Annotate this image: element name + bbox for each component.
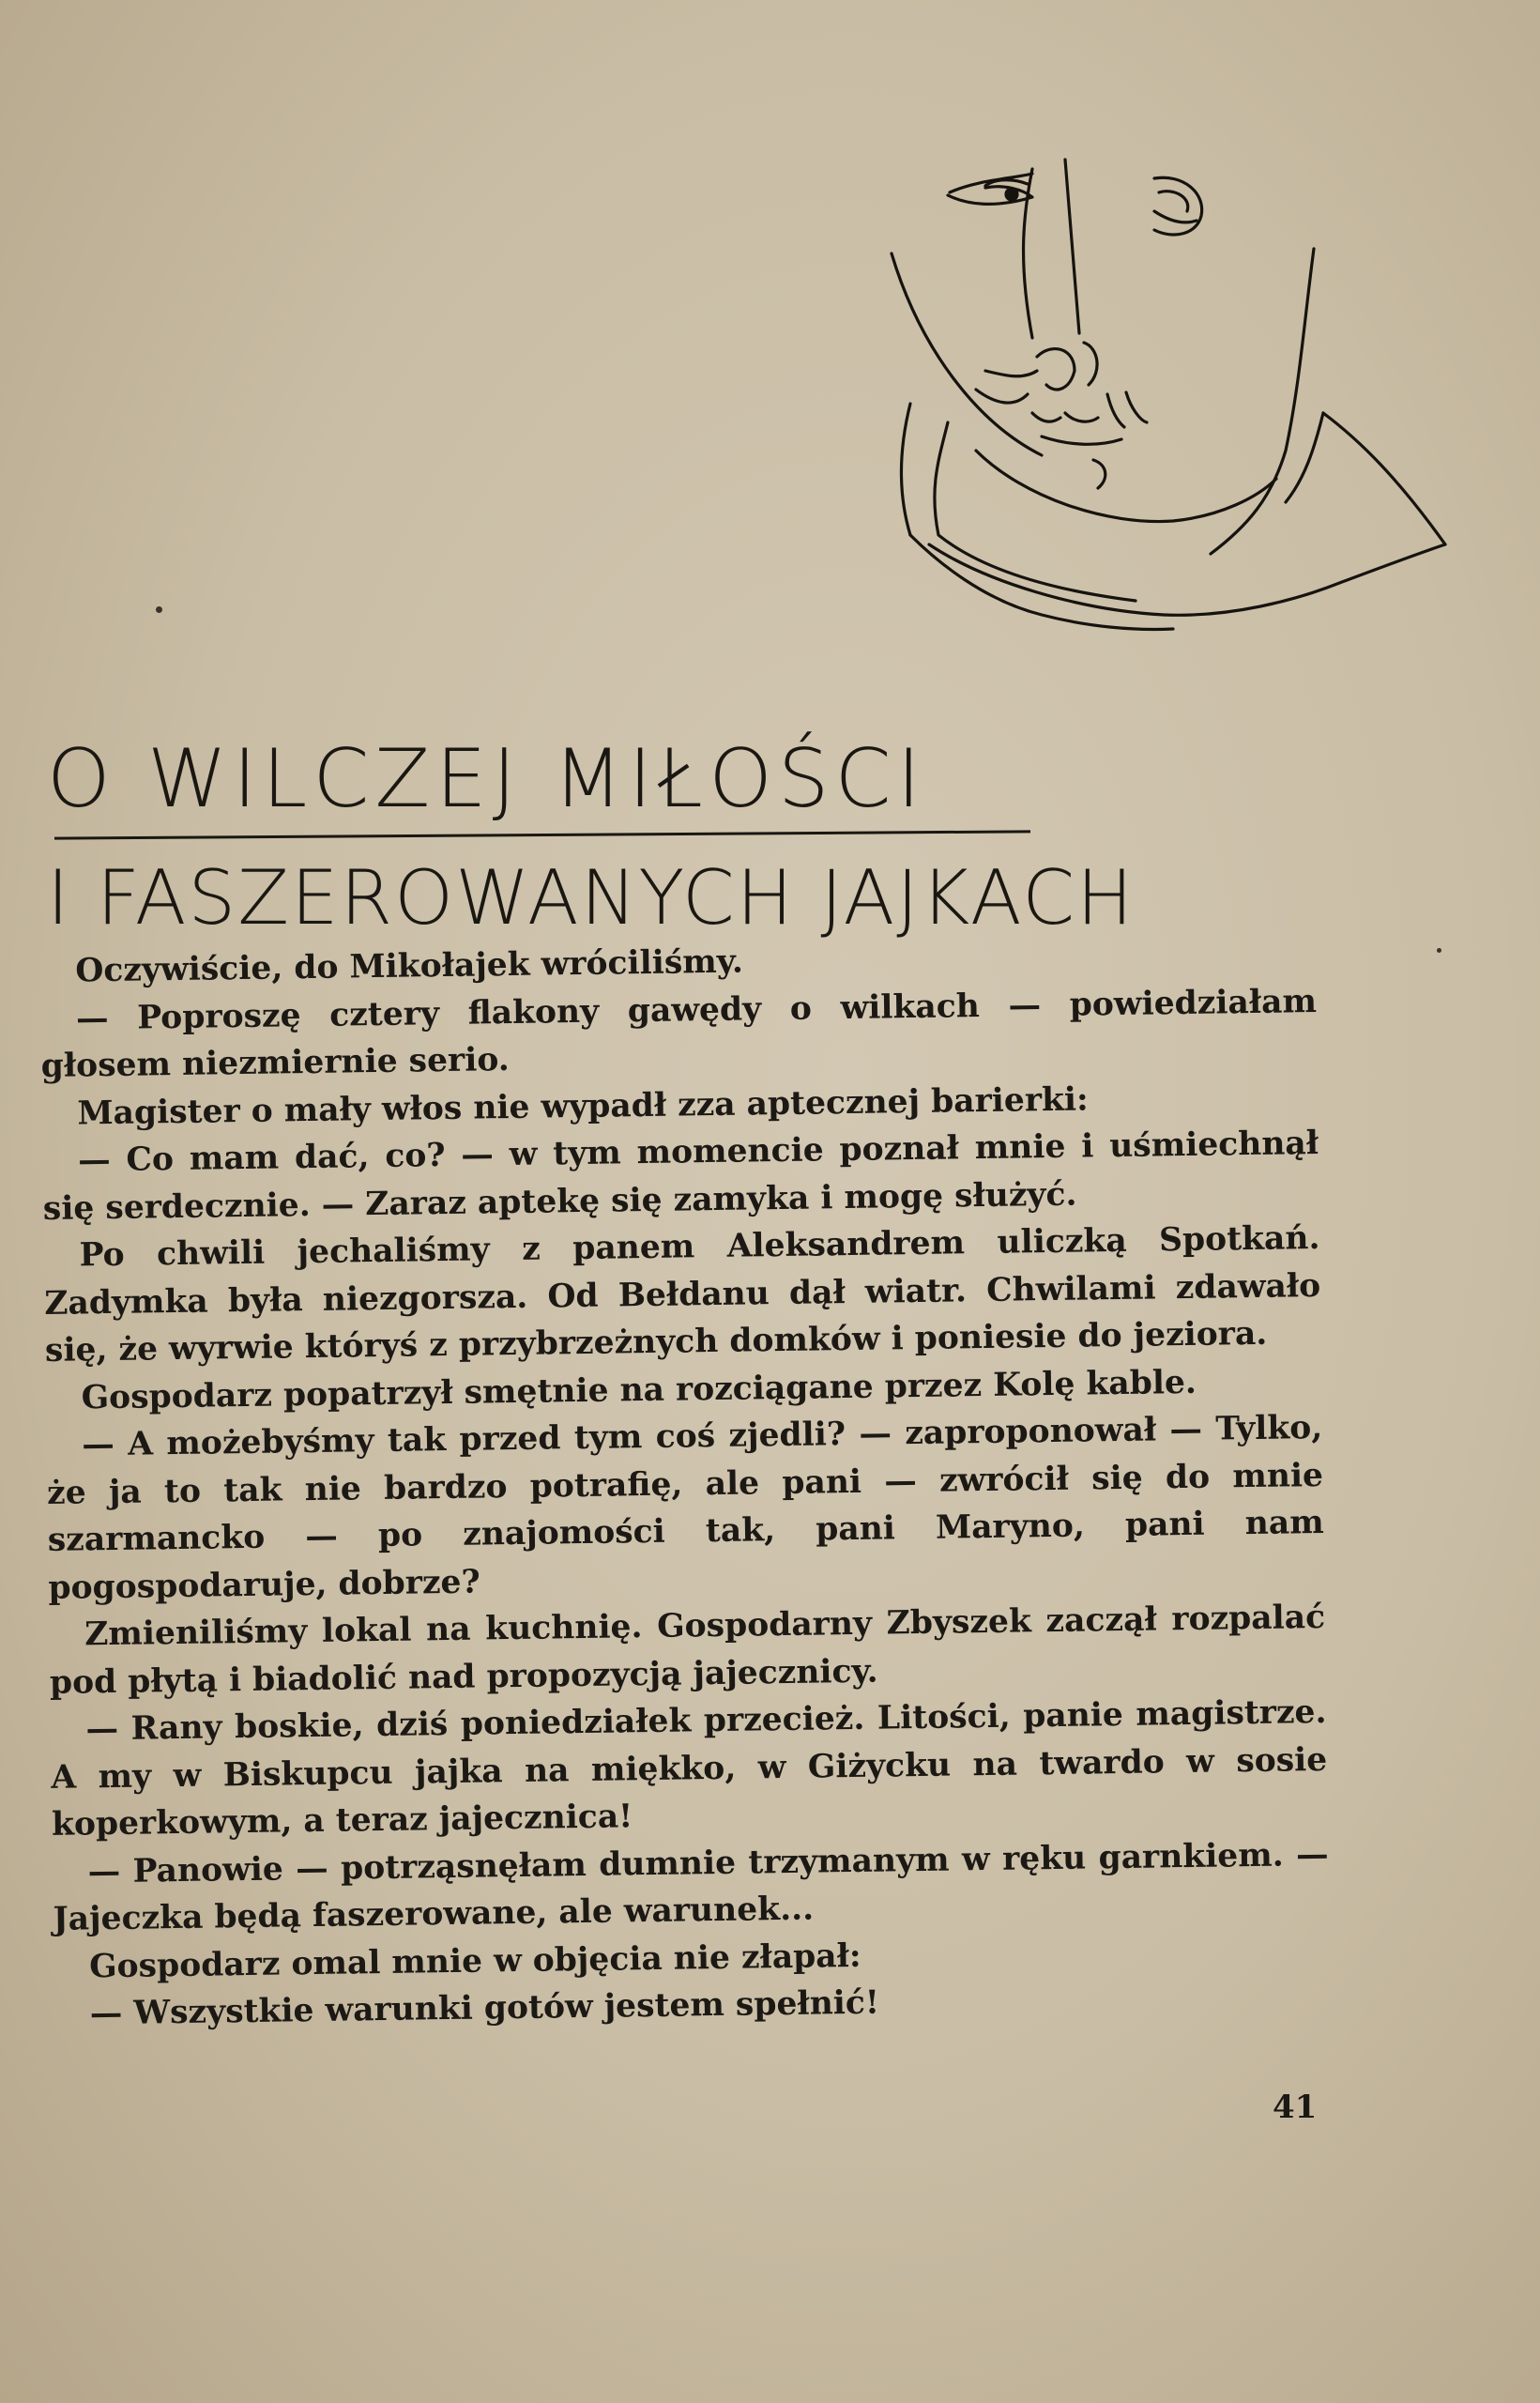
paragraph: — Rany boskie, dziś poniedziałek przecież. Litości, panie magistrze. A my w Biskupcu jajka na miękko, w Giżycku na twardo w sosie koperkowym, a teraz jajecznica!	[51, 1692, 1328, 1844]
ink-speck	[1437, 948, 1441, 953]
paragraph: — Poproszę cztery flakony gawędy o wilkach — powiedziałam głosem niezmiernie serio.	[40, 982, 1318, 1085]
chapter-title	[47, 713, 1342, 957]
paragraph: Po chwili jechaliśmy z panem Aleksandrem uliczką Spotkań. Zadymka była niezgorsza. Od Bełdanu dął wiatr. Chwilami zdawało się, że wyrwie któryś z przybrzeżnych domków i poniesie do jeziora.	[44, 1218, 1321, 1370]
paragraph: — Panowie — potrząsnęłam dumnie trzymanym w ręku garnkiem. — Jajeczka będą faszerowane, ale warunek...	[53, 1835, 1329, 1938]
paragraph: — Co mam dać, co? — w tym momencie poznał mnie i uśmiechnął się serdecznie. — Zaraz aptekę się zamyka i mogę służyć.	[42, 1124, 1319, 1228]
paragraph: Gospodarz popatrzył smętnie na rozciągane przez Kolę kable.	[81, 1363, 1197, 1416]
ink-sketch-face-icon	[873, 141, 1455, 676]
title-underline	[54, 830, 1030, 839]
paragraph: — Wszystkie warunki gotów jestem spełnić!	[89, 1983, 880, 2033]
paragraph: — A możebyśmy tak przed tym coś zjedli? — zaproponował — Tylko, że ja to tak nie bardzo potrafię, ale pani — zwrócił się do mnie szarmancko — po znajomości tak, pani Maryno, pani nam pogospodaruje, dobrze?	[46, 1408, 1324, 1607]
paragraph: Zmieniliśmy lokal na kuchnię. Gospodarny Zbyszek zaczął rozpalać pod płytą i biadolić nad propozycją jajecznicy.	[49, 1598, 1326, 1702]
page-number: 41	[1273, 2089, 1318, 2126]
paragraph: Gospodarz omal mnie w objęcia nie złapał:	[88, 1936, 861, 1985]
chapter-title-line-2: I FASZEROWANYCH JAJKACH	[47, 854, 1136, 941]
chapter-title-line-1: O WILCZEJ MIŁOŚCI	[47, 732, 926, 826]
paragraph: Oczywiście, do Mikołajek wróciliśmy.	[75, 942, 744, 990]
ink-speck	[156, 606, 162, 613]
body-text	[39, 930, 1331, 2038]
paragraph: Magister o mały włos nie wypadł zza aptecznej barierki:	[77, 1079, 1089, 1132]
